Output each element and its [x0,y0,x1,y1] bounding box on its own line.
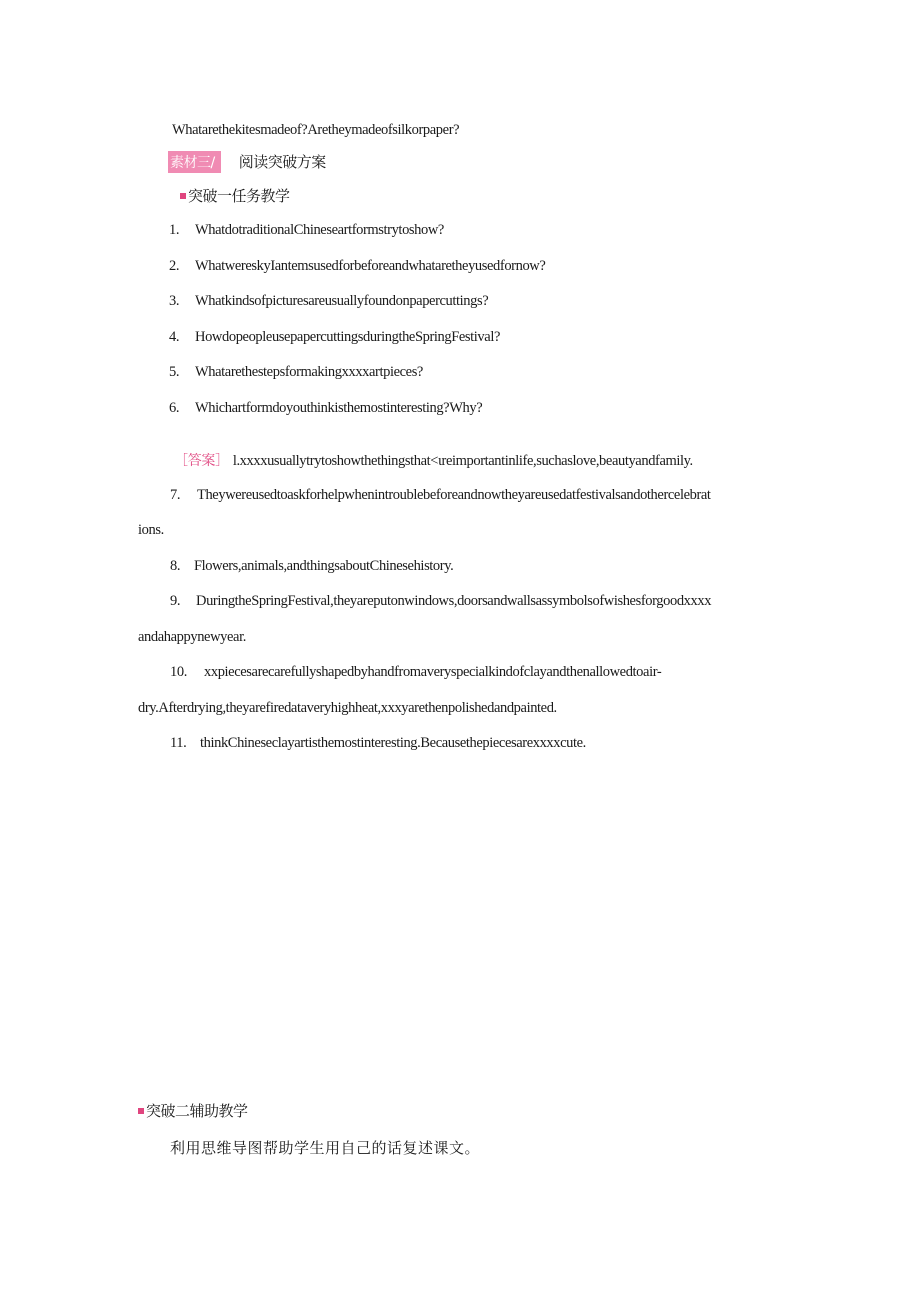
answer-item: 10. xxpiecesarecarefullyshapedbyhandfromaveryspecialkindofclayandthenallowedtoair- [170,664,662,680]
bullet-square-icon [180,193,186,199]
question-item: 5. Whatarethestepsformakingxxxxartpieces? [169,364,423,380]
question-item: 1. WhatdotraditionalChineseartformstrytoshow? [169,222,444,238]
answer-item-continuation: ions. [138,522,164,538]
answer-item-continuation: dry.Afterdrying,theyarefiredataveryhighheat,xxxyarethenpolishedandpainted. [138,700,557,716]
answer-item: 8. Flowers,animals,andthingsaboutChinesehistory. [170,558,454,574]
question-item: 3. Whatkindsofpicturesareusuallyfoundonpapercuttings? [169,293,489,309]
breakthrough-two-body: 利用思维导图帮助学生用自己的话复述课文。 [170,1139,481,1157]
answer-item: 11. thinkChineseclayartisthemostinteresting.Becausethepiecesarexxxxcute. [170,735,586,751]
question-item: 2. WhatwereskyIantemsusedforbeforeandwhataretheyusedfornow? [169,258,546,274]
question-item: 6. Whichartformdoyouthinkisthemostinteresting?Why? [169,400,483,416]
question-item: 4. HowdopeopleusepapercuttingsduringtheSpringFestival? [169,329,500,345]
section-header [168,151,326,173]
answer-item: 9. DuringtheSpringFestival,theyareputonwindows,doorsandwallsassymbolsofwishesforgoodxxxx [170,593,712,609]
answer-first: ［答案］ l.xxxxusuallytrytoshowthethingsthat<ιreimportantinlife,suchaslove,beautyandfamily. [174,453,693,469]
answer-item-continuation: andahappynewyear. [138,629,246,645]
section-badge: 素材三/ [168,151,221,173]
bullet-square-icon [138,1108,144,1114]
section-title: 阅读突破方案 [238,153,326,171]
answer-item: 7. Theywereusedtoaskforhelpwhenintroublebeforeandnowtheyareusedatfestivalsandothercelebrat [170,487,711,503]
answer-tag: ［答案］ [174,453,229,469]
breakthrough-one-heading: 突破一任务教学 [180,185,290,206]
intro-question: Whatarethekitesmadeof?Aretheymadeofsilkorpaper? [172,122,460,138]
breakthrough-two-heading: 突破二辅助教学 [138,1100,248,1121]
